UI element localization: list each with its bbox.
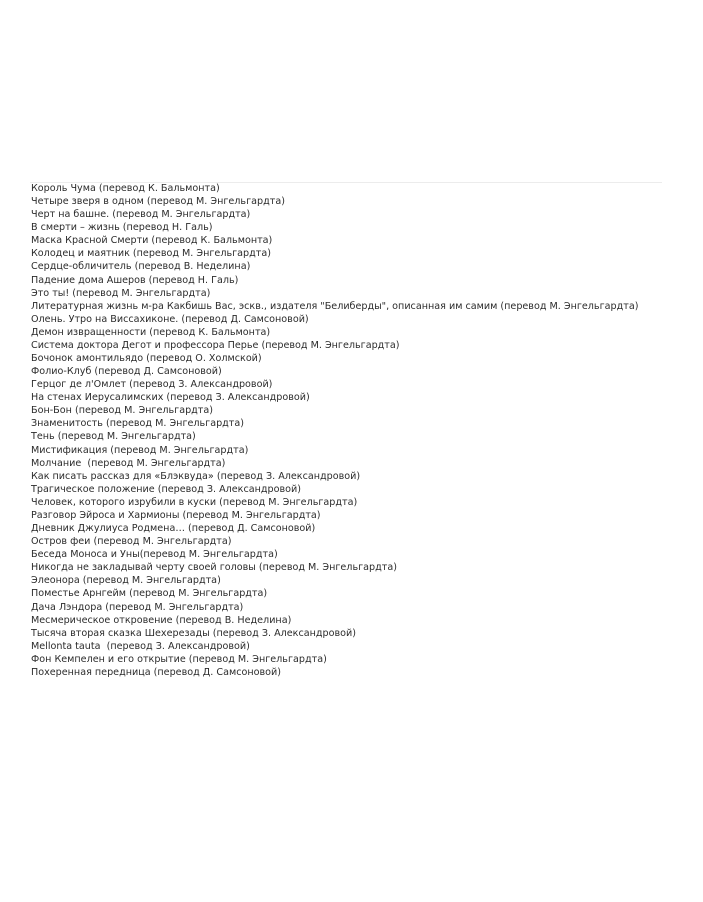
list-item: Mellonta tauta (перевод З. Александровой): [31, 640, 250, 652]
list-item: Колодец и маятник (перевод М. Энгельгардта): [31, 248, 271, 260]
list-item: Бочонок амонтильядо (перевод О. Холмской): [31, 353, 262, 365]
list-item: Мистификация (перевод М. Энгельгардта): [31, 444, 249, 456]
list-item: Герцог де л'Омлет (перевод З. Александровой): [31, 379, 273, 391]
list-item: Это ты! (перевод М. Энгельгардта): [31, 287, 211, 299]
list-item: Маска Красной Смерти (перевод К. Бальмонта): [31, 235, 273, 247]
list-item: Похеренная передница (перевод Д. Самсоновой): [31, 666, 281, 678]
list-item: Как писать рассказ для «Блэквуда» (перевод З. Александровой): [31, 470, 361, 482]
list-item: Система доктора Дегот и профессора Перье (перевод М. Энгельгардта): [31, 339, 400, 351]
list-item: Падение дома Ашеров (перевод Н. Галь): [31, 274, 239, 286]
list-item: Олень. Утро на Виссахиконе. (перевод Д. Самсоновой): [31, 313, 309, 325]
list-item: Черт на башне. (перевод М. Энгельгардта): [31, 209, 251, 221]
list-item: Беседа Моноса и Уны(перевод М. Энгельгардта): [31, 549, 278, 561]
list-item: Разговор Эйроса и Хармионы (перевод М. Энгельгардта): [31, 509, 321, 521]
list-item: Король Чума (перевод К. Бальмонта): [31, 183, 220, 194]
list-item: Фолио-Клуб (перевод Д. Самсоновой): [31, 366, 222, 378]
list-item: Фон Кемпелен и его открытие (перевод М. Энгельгардта): [31, 653, 327, 665]
list-item: Литературная жизнь м-ра Какбишь Вас, эскв., издателя "Белиберды", описанная им самим (перевод М. Энгельгардта): [31, 300, 639, 312]
list-item: Сердце-обличитель (перевод В. Неделина): [31, 261, 251, 273]
list-item: Знаменитость (перевод М. Энгельгардта): [31, 418, 245, 430]
list-item: Элеонора (перевод М. Энгельгардта): [31, 575, 221, 587]
list-item: Молчание (перевод М. Энгельгардта): [31, 457, 226, 469]
list-item: Тысяча вторая сказка Шехерезады (перевод З. Александровой): [31, 627, 357, 639]
list-item: Поместье Арнгейм (перевод М. Энгельгардта): [31, 588, 268, 600]
list-item: Месмерическое откровение (перевод В. Неделина): [31, 614, 292, 626]
list-item: В смерти – жизнь (перевод Н. Галь): [31, 222, 213, 234]
list-item: Никогда не закладывай черту своей головы (перевод М. Энгельгардта): [31, 562, 397, 574]
list-item: Дача Лэндора (перевод М. Энгельгардта): [31, 601, 244, 613]
list-item: Остров феи (перевод М. Энгельгардта): [31, 536, 232, 548]
list-item: Демон извращенности (перевод К. Бальмонта): [31, 326, 271, 338]
table-of-contents: [31, 182, 691, 679]
list-item: Человек, которого изрубили в куски (перевод М. Энгельгардта): [31, 496, 358, 508]
list-item: Четыре зверя в одном (перевод М. Энгельгардта): [31, 196, 285, 208]
list-item: Трагическое положение (перевод З. Александровой): [31, 483, 301, 495]
list-item: Тень (перевод М. Энгельгардта): [31, 431, 196, 443]
list-item: Дневник Джулиуса Родмена… (перевод Д. Самсоновой): [31, 523, 316, 535]
list-item: На стенах Иерусалимских (перевод З. Александровой): [31, 392, 310, 404]
list-item: Бон-Бон (перевод М. Энгельгардта): [31, 405, 214, 417]
